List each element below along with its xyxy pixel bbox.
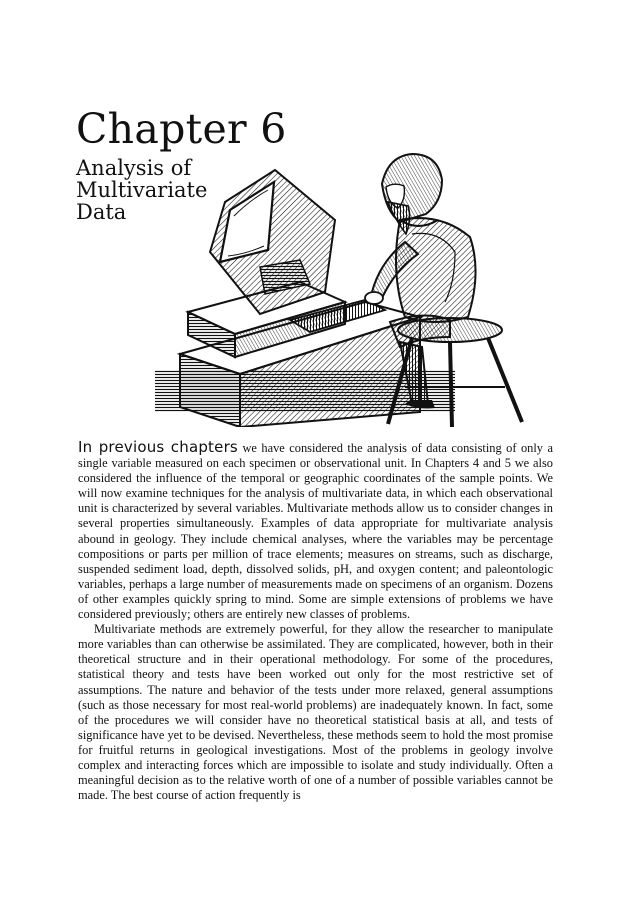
chapter-number: Chapter 6 <box>76 105 287 153</box>
chapter-body-text <box>78 440 553 803</box>
chapter-title-line-1: Analysis of <box>76 156 192 180</box>
paragraph-1 <box>78 440 553 622</box>
paragraph-1-text: we have considered the analysis of data consisting of only a single variable measured on each specimen or observational unit. In Chapters 4 and 5 we also considered the influence of the temporal or geographic coordinates of the sample points. We will now examine techniques for the analysis of multivariate data, in which each observational unit is characterized by several variables. Multivariate methods allow us to consider changes in several properties simultaneously. Examples of data appropriate for multivariate analysis abound in geology. They include chemical analyses, where the variables may be percentage compositions or parts per million of trace elements; measures on streams, such as discharge, suspended sediment load, depth, dissolved solids, pH, and oxygen content; and paleontologic variables, perhaps a large number of measurements made on specimens of an organism. Dozens of other examples quickly spring to mind. Some are simple extensions of problems we have considered previously; others are entirely new classes of problems. <box>78 441 553 622</box>
crt-monitor <box>210 170 335 314</box>
paragraph-2: Multivariate methods are extremely powerful, for they allow the researcher to manipulate more variables than can otherwise be assimilated. They are complicated, however, both in their theoretical structure and in their operational methodology. For some of the procedures, statistical theory and tests have been worked out only for the most restrictive set of assumptions. The nature and behavior of the tests under more relaxed, general assumptions (such as those necessary for most real-world problems) are inadequately known. In fact, some of the procedures we will consider have no theoretical statistical basis at all, and tests of significance have yet to be devised. Nevertheless, these methods seem to hold the most promise for fruitful returns in geological investigations. Most of the problems in geology involve complex and interacting forces which are impossible to isolate and study individually. Often a meaningful decision as to the relative worth of one of a number of possible variables cannot be made. The best course of action frequently is <box>78 622 553 803</box>
scholar-at-computer-illustration <box>150 142 535 427</box>
lead-in-phrase: In previous chapters <box>78 438 238 456</box>
chapter-title-line-3: Data <box>76 200 127 224</box>
chapter-title-line-2: Multivariate <box>76 178 208 202</box>
